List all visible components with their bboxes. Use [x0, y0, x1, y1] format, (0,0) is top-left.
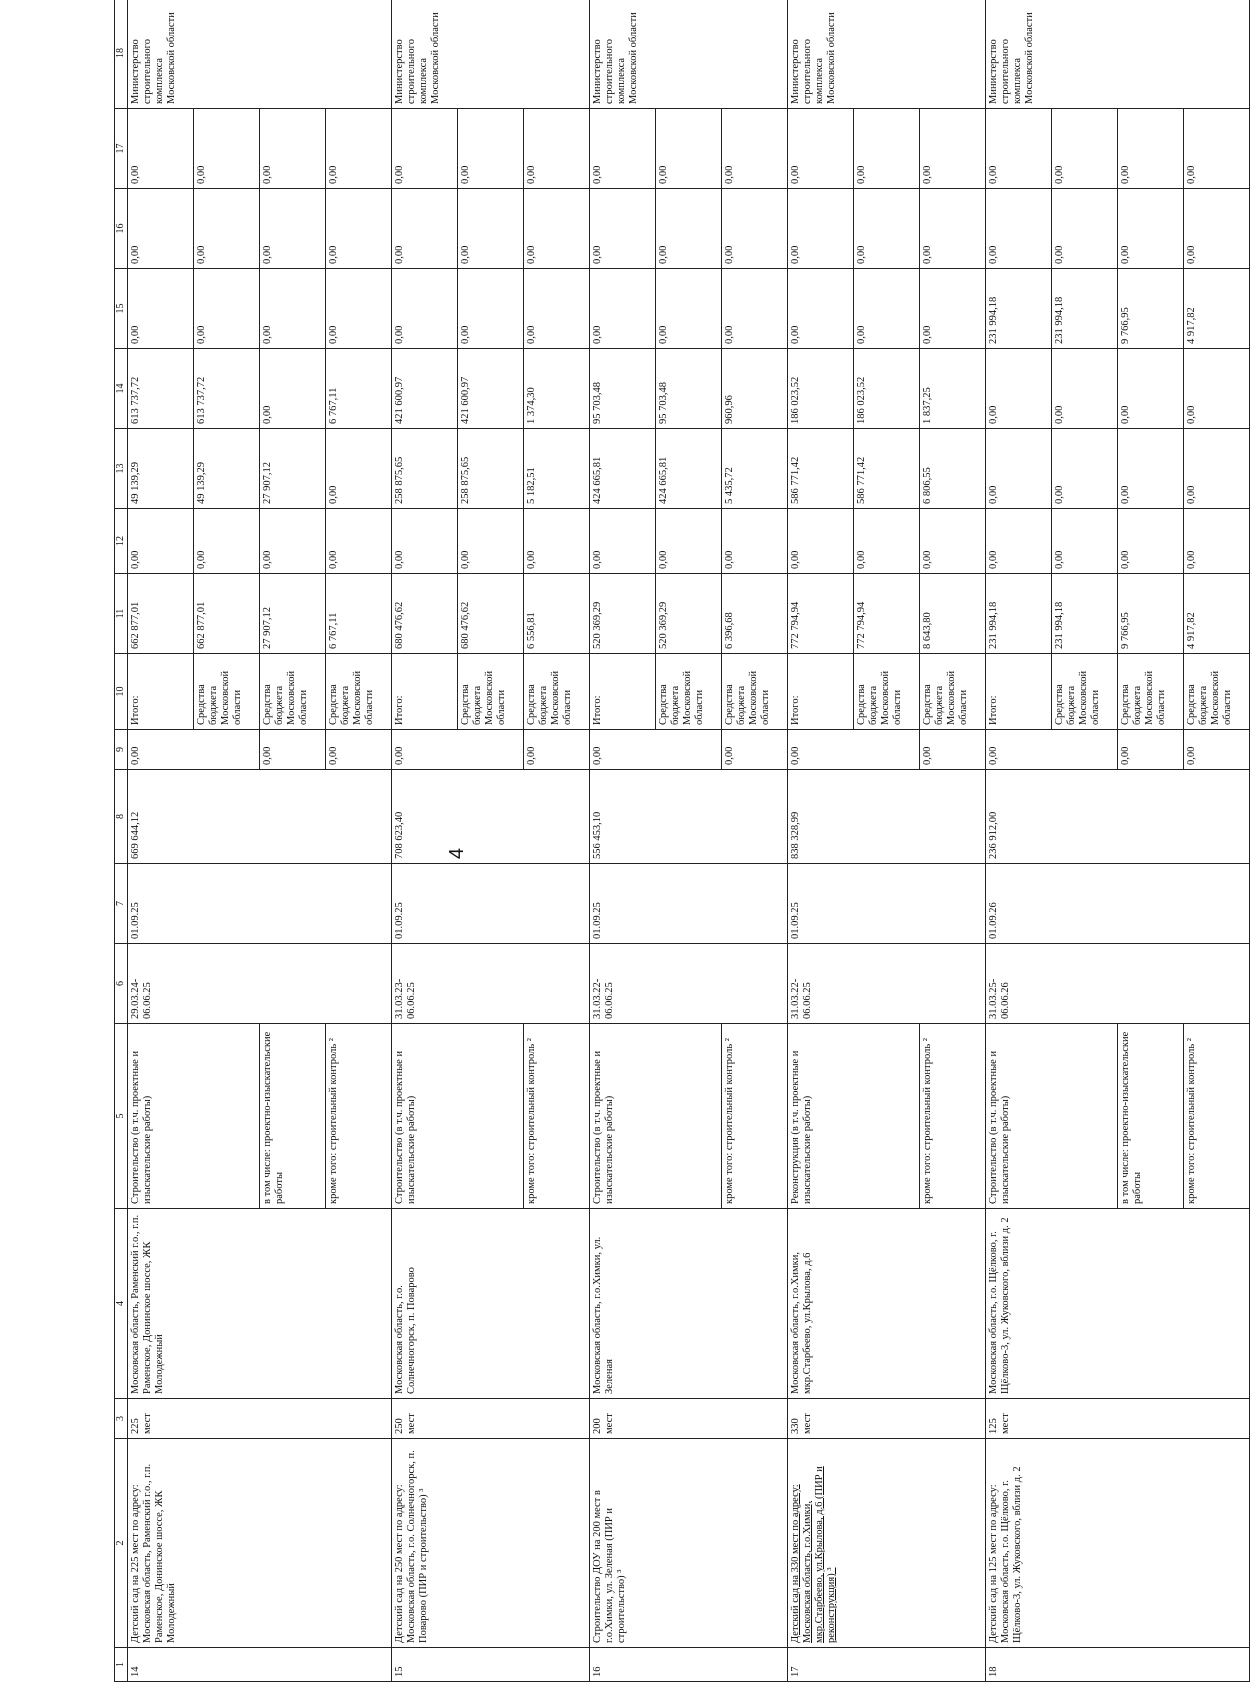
- column-number: 3: [115, 1399, 128, 1439]
- column-number: 18: [115, 0, 128, 109]
- amount-c12: 0,00: [326, 509, 392, 574]
- column-number: 1: [115, 1648, 128, 1682]
- amount-c17: 0,00: [986, 109, 1052, 189]
- column-number-row: [115, 0, 128, 1682]
- amount-c16: 0,00: [1052, 189, 1118, 269]
- amount-c15: 0,00: [524, 269, 590, 349]
- col9-value: 0,00: [1184, 730, 1250, 770]
- funding-source: Итого:: [128, 654, 194, 730]
- amount-c13: 6 806,55: [920, 429, 986, 509]
- amount-c17: 0,00: [1052, 109, 1118, 189]
- amount-c17: 0,00: [590, 109, 656, 189]
- amount-c11: 6 556,81: [524, 574, 590, 654]
- table-row: [128, 0, 194, 1682]
- work-type: в том числе: проектно-изыскательские работы: [1118, 1024, 1184, 1209]
- col9-value: 0,00: [1118, 730, 1184, 770]
- amount-c11: 231 994,18: [1052, 574, 1118, 654]
- amount-c13: 0,00: [1184, 429, 1250, 509]
- amount-c17: 0,00: [326, 109, 392, 189]
- amount-c13: 424 665,81: [590, 429, 656, 509]
- amount-c12: 0,00: [854, 509, 920, 574]
- amount-c14: 421 600,97: [458, 349, 524, 429]
- table-row: [788, 0, 854, 1682]
- amount-c13: 0,00: [1118, 429, 1184, 509]
- amount-c17: 0,00: [1184, 109, 1250, 189]
- amount-c11: 6 396,68: [722, 574, 788, 654]
- capacity-unit: мест: [142, 1413, 154, 1434]
- amount-c14: 0,00: [1118, 349, 1184, 429]
- object-number: 14: [128, 1648, 392, 1682]
- amount-c13: 586 771,42: [788, 429, 854, 509]
- amount-c14: 421 600,97: [392, 349, 458, 429]
- amount-c16: 0,00: [1118, 189, 1184, 269]
- funding-source: Итого:: [788, 654, 854, 730]
- amount-c14: 0,00: [1184, 349, 1250, 429]
- column-number: 13: [115, 429, 128, 509]
- amount-c13: 27 907,12: [260, 429, 326, 509]
- funding-source: Средства бюджета Московской области: [1118, 654, 1184, 730]
- column-number: 16: [115, 189, 128, 269]
- object-address: Московская область, г.о. Солнечногорск, п. Поварово: [392, 1209, 590, 1399]
- opening-date: 01.09.26: [986, 864, 1250, 944]
- amount-c16: 0,00: [458, 189, 524, 269]
- work-type: кроме того: строительный контроль ²: [1184, 1024, 1250, 1209]
- funding-source: Средства бюджета Московской области: [722, 654, 788, 730]
- amount-c16: 0,00: [590, 189, 656, 269]
- amount-c11: 520 369,29: [590, 574, 656, 654]
- amount-c11: 662 877,01: [128, 574, 194, 654]
- work-period: 31.03.23-06.06.25: [392, 944, 590, 1024]
- amount-c15: 4 917,82: [1184, 269, 1250, 349]
- amount-c14: 960,96: [722, 349, 788, 429]
- amount-c14: 0,00: [1052, 349, 1118, 429]
- amount-c15: 0,00: [854, 269, 920, 349]
- table-row: [590, 0, 656, 1682]
- amount-c12: 0,00: [722, 509, 788, 574]
- capacity-unit: мест: [406, 1413, 418, 1434]
- amount-c12: 0,00: [524, 509, 590, 574]
- opening-date: 01.09.25: [392, 864, 590, 944]
- col9-value: 0,00: [590, 730, 722, 770]
- capacity-unit: мест: [1000, 1413, 1012, 1434]
- amount-c15: 0,00: [458, 269, 524, 349]
- object-capacity: [788, 1399, 986, 1439]
- estimated-cost: 556 453,10: [590, 770, 788, 864]
- page-number: 4: [446, 847, 469, 860]
- column-number: 9: [115, 730, 128, 770]
- amount-c12: 0,00: [920, 509, 986, 574]
- capacity-value: 225: [130, 1418, 141, 1434]
- object-name: Детский сад на 125 мест по адресу: Московская область, г.о. Щёлково, г. Щёлково-3, ул. Жуковского, вблизи д. 2: [986, 1439, 1250, 1648]
- object-address: Московская область, г.о. Щёлково, г. Щёлково-3, ул. Жуковского, вблизи д. 2: [986, 1209, 1250, 1399]
- work-type: Реконструкция (в т.ч. проектные и изыскательские работы): [788, 1024, 920, 1209]
- amount-c15: 0,00: [656, 269, 722, 349]
- amount-c12: 0,00: [590, 509, 656, 574]
- amount-c16: 0,00: [920, 189, 986, 269]
- table-body: [115, 0, 1250, 1682]
- estimated-cost: 838 328,99: [788, 770, 986, 864]
- column-number: 14: [115, 349, 128, 429]
- amount-c15: 0,00: [920, 269, 986, 349]
- col9-value: 0,00: [392, 730, 524, 770]
- amount-c11: 9 766,95: [1118, 574, 1184, 654]
- work-type: Строительство (в т.ч. проектные и изыскательские работы): [590, 1024, 722, 1209]
- amount-c17: 0,00: [854, 109, 920, 189]
- amount-c15: 0,00: [722, 269, 788, 349]
- amount-c11: 662 877,01: [194, 574, 260, 654]
- amount-c16: 0,00: [854, 189, 920, 269]
- amount-c13: 586 771,42: [854, 429, 920, 509]
- work-type: в том числе: проектно-изыскательские работы: [260, 1024, 326, 1209]
- capacity-value: 330: [790, 1418, 801, 1434]
- funder: Министерство строительного комплекса Московской области: [590, 0, 788, 109]
- funder: Министерство строительного комплекса Московской области: [392, 0, 590, 109]
- amount-c12: 0,00: [128, 509, 194, 574]
- amount-c13: 0,00: [326, 429, 392, 509]
- amount-c14: 613 737,72: [128, 349, 194, 429]
- amount-c14: 6 767,11: [326, 349, 392, 429]
- amount-c14: 0,00: [260, 349, 326, 429]
- amount-c13: 49 139,29: [128, 429, 194, 509]
- amount-c16: 0,00: [128, 189, 194, 269]
- amount-c14: 0,00: [986, 349, 1052, 429]
- object-address: Московская область, г.о.Химки, мкр.Старбеево, ул.Крылова, д.6: [788, 1209, 986, 1399]
- amount-c16: 0,00: [986, 189, 1052, 269]
- amount-c11: 772 794,94: [788, 574, 854, 654]
- amount-c12: 0,00: [392, 509, 458, 574]
- amount-c15: 9 766,95: [1118, 269, 1184, 349]
- column-number: 17: [115, 109, 128, 189]
- col9-value: 0,00: [128, 730, 260, 770]
- table-row: [392, 0, 458, 1682]
- amount-c15: 0,00: [194, 269, 260, 349]
- object-number: 15: [392, 1648, 590, 1682]
- amount-c15: 0,00: [326, 269, 392, 349]
- column-number: 6: [115, 944, 128, 1024]
- work-period: 31.03.22-06.06.25: [788, 944, 986, 1024]
- amount-c14: 1 374,30: [524, 349, 590, 429]
- object-number: 17: [788, 1648, 986, 1682]
- amount-c13: 5 182,51: [524, 429, 590, 509]
- funding-source: Итого:: [392, 654, 458, 730]
- funder: Министерство строительного комплекса Московской области: [788, 0, 986, 109]
- funding-source: Средства бюджета Московской области: [524, 654, 590, 730]
- column-number: 2: [115, 1439, 128, 1648]
- estimated-cost: 236 912,00: [986, 770, 1250, 864]
- amount-c12: 0,00: [1052, 509, 1118, 574]
- column-number: 5: [115, 1024, 128, 1209]
- amount-c15: 0,00: [128, 269, 194, 349]
- amount-c13: 0,00: [986, 429, 1052, 509]
- col9-value: 0,00: [722, 730, 788, 770]
- col9-value: 0,00: [920, 730, 986, 770]
- work-type: Строительство (в т.ч. проектные и изыскательские работы): [392, 1024, 524, 1209]
- object-name: Детский сад на 250 мест по адресу: Московская область, г.о. Солнечногорск, п. Поварово (ПИР и строительство) ³: [392, 1439, 590, 1648]
- column-number: 4: [115, 1209, 128, 1399]
- funding-source: Средства бюджета Московской области: [260, 654, 326, 730]
- work-type: кроме того: строительный контроль ²: [722, 1024, 788, 1209]
- amount-c11: 27 907,12: [260, 574, 326, 654]
- amount-c17: 0,00: [524, 109, 590, 189]
- amount-c11: 680 476,62: [392, 574, 458, 654]
- amount-c16: 0,00: [194, 189, 260, 269]
- col9-value: 0,00: [260, 730, 326, 770]
- amount-c14: 95 703,48: [590, 349, 656, 429]
- amount-c17: 0,00: [458, 109, 524, 189]
- funding-source: Средства бюджета Московской области: [1184, 654, 1250, 730]
- object-address: Московская область, г.о.Химки, ул. Зеленая: [590, 1209, 788, 1399]
- work-period: 31.03.22-06.06.25: [590, 944, 788, 1024]
- object-capacity: [986, 1399, 1250, 1439]
- amount-c14: 1 837,25: [920, 349, 986, 429]
- amount-c17: 0,00: [722, 109, 788, 189]
- rotated-table-wrapper: [114, 12, 1234, 1682]
- amount-c15: 0,00: [788, 269, 854, 349]
- amount-c17: 0,00: [392, 109, 458, 189]
- object-capacity: [590, 1399, 788, 1439]
- object-name: Строительство ДОУ на 200 мест в г.о.Химки, ул. Зеленая (ПИР и строительство) ³: [590, 1439, 788, 1648]
- column-number: 12: [115, 509, 128, 574]
- amount-c15: 231 994,18: [1052, 269, 1118, 349]
- amount-c12: 0,00: [986, 509, 1052, 574]
- capacity-value: 250: [394, 1418, 405, 1434]
- amount-c11: 772 794,94: [854, 574, 920, 654]
- col9-value: 0,00: [524, 730, 590, 770]
- col9-value: 0,00: [986, 730, 1118, 770]
- amount-c13: 49 139,29: [194, 429, 260, 509]
- work-type: кроме того: строительный контроль ²: [524, 1024, 590, 1209]
- amount-c14: 186 023,52: [788, 349, 854, 429]
- amount-c13: 0,00: [1052, 429, 1118, 509]
- amount-c12: 0,00: [1184, 509, 1250, 574]
- amount-c17: 0,00: [920, 109, 986, 189]
- funding-source: Итого:: [986, 654, 1052, 730]
- amount-c17: 0,00: [656, 109, 722, 189]
- amount-c16: 0,00: [260, 189, 326, 269]
- object-address: Московская область, Раменский г.о., г.п. Раменское, Донинское шоссе, ЖК Молодежный: [128, 1209, 392, 1399]
- work-type: Строительство (в т.ч. проектные и изыскательские работы): [986, 1024, 1118, 1209]
- amount-c13: 258 875,65: [458, 429, 524, 509]
- amount-c12: 0,00: [656, 509, 722, 574]
- amount-c11: 520 369,29: [656, 574, 722, 654]
- work-type: кроме того: строительный контроль ²: [326, 1024, 392, 1209]
- amount-c12: 0,00: [788, 509, 854, 574]
- col9-value: 0,00: [788, 730, 920, 770]
- capacity-unit: мест: [802, 1413, 814, 1434]
- funding-source: Средства бюджета Московской области: [194, 654, 260, 730]
- funder: Министерство строительного комплекса Московской области: [128, 0, 392, 109]
- column-number: 10: [115, 654, 128, 730]
- amount-c16: 0,00: [722, 189, 788, 269]
- amount-c17: 0,00: [788, 109, 854, 189]
- column-number: 15: [115, 269, 128, 349]
- column-number: 11: [115, 574, 128, 654]
- estimated-cost: 669 644,12: [128, 770, 392, 864]
- work-type: Строительство (в т.ч. проектные и изыскательские работы): [128, 1024, 260, 1209]
- amount-c16: 0,00: [326, 189, 392, 269]
- amount-c17: 0,00: [1118, 109, 1184, 189]
- amount-c16: 0,00: [524, 189, 590, 269]
- amount-c12: 0,00: [194, 509, 260, 574]
- amount-c11: 680 476,62: [458, 574, 524, 654]
- amount-c11: 6 767,11: [326, 574, 392, 654]
- funding-source: Средства бюджета Московской области: [1052, 654, 1118, 730]
- column-number: 7: [115, 864, 128, 944]
- object-capacity: [128, 1399, 392, 1439]
- amount-c12: 0,00: [260, 509, 326, 574]
- amount-c11: 231 994,18: [986, 574, 1052, 654]
- column-number: 8: [115, 770, 128, 864]
- funding-source: Средства бюджета Московской области: [458, 654, 524, 730]
- amount-c14: 95 703,48: [656, 349, 722, 429]
- funder: Министерство строительного комплекса Московской области: [986, 0, 1250, 109]
- amount-c14: 186 023,52: [854, 349, 920, 429]
- amount-c15: 231 994,18: [986, 269, 1052, 349]
- funding-source: Средства бюджета Московской области: [656, 654, 722, 730]
- amount-c11: 4 917,82: [1184, 574, 1250, 654]
- funding-source: Средства бюджета Московской области: [920, 654, 986, 730]
- work-period: 29.03.24-06.06.25: [128, 944, 392, 1024]
- amount-c12: 0,00: [458, 509, 524, 574]
- objects-table: [114, 0, 1250, 1682]
- amount-c15: 0,00: [392, 269, 458, 349]
- amount-c13: 424 665,81: [656, 429, 722, 509]
- funding-source: Средства бюджета Московской области: [326, 654, 392, 730]
- amount-c15: 0,00: [260, 269, 326, 349]
- work-type: кроме того: строительный контроль ²: [920, 1024, 986, 1209]
- amount-c16: 0,00: [656, 189, 722, 269]
- amount-c13: 258 875,65: [392, 429, 458, 509]
- opening-date: 01.09.25: [590, 864, 788, 944]
- amount-c13: 5 435,72: [722, 429, 788, 509]
- amount-c16: 0,00: [392, 189, 458, 269]
- object-name: Детский сад на 225 мест по адресу: Московская область, Раменский г.о., г.п. Раменское, Донинское шоссе, ЖК Молодежный: [128, 1439, 392, 1648]
- col9-value: 0,00: [326, 730, 392, 770]
- amount-c16: 0,00: [1184, 189, 1250, 269]
- capacity-unit: мест: [604, 1413, 616, 1434]
- funding-source: Итого:: [590, 654, 656, 730]
- amount-c17: 0,00: [260, 109, 326, 189]
- amount-c17: 0,00: [128, 109, 194, 189]
- object-name: Детский сад на 330 мест по адресу: Московская область, г.о.Химки, мкр.Старбеево, ул.Крылова, д.6 (ПИР и реконструкция) ³: [788, 1439, 986, 1648]
- object-number: 18: [986, 1648, 1250, 1682]
- amount-c12: 0,00: [1118, 509, 1184, 574]
- opening-date: 01.09.25: [128, 864, 392, 944]
- opening-date: 01.09.25: [788, 864, 986, 944]
- amount-c11: 8 643,80: [920, 574, 986, 654]
- work-period: 31.03.25-06.06.26: [986, 944, 1250, 1024]
- object-capacity: [392, 1399, 590, 1439]
- amount-c16: 0,00: [788, 189, 854, 269]
- amount-c15: 0,00: [590, 269, 656, 349]
- table-row: [986, 0, 1052, 1682]
- capacity-value: 125: [988, 1418, 999, 1434]
- amount-c14: 613 737,72: [194, 349, 260, 429]
- funding-source: Средства бюджета Московской области: [854, 654, 920, 730]
- capacity-value: 200: [592, 1418, 603, 1434]
- object-number: 16: [590, 1648, 788, 1682]
- estimated-cost: 708 623,40: [392, 770, 590, 864]
- amount-c17: 0,00: [194, 109, 260, 189]
